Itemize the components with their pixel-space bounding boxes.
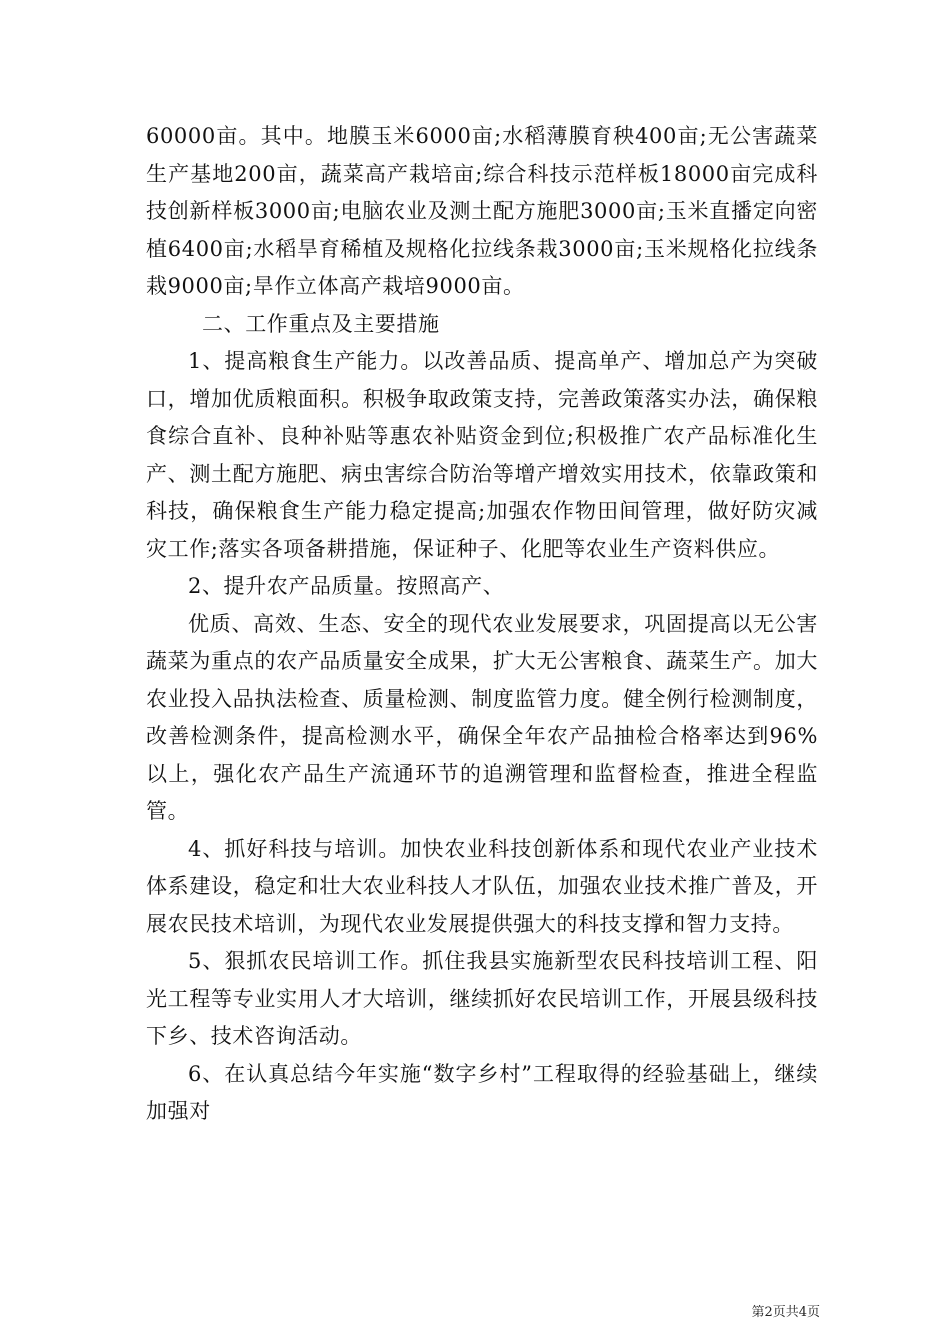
section-heading-key-work: 二、工作重点及主要措施 [202,311,440,336]
page-number-footer: 第2页共4页 [751,1305,820,1320]
document-body [146,118,818,1131]
paragraph-quality-detail: 优质、高效、生态、安全的现代农业发展要求，巩固提高以无公害蔬菜为重点的农产品质量安全成果，扩大无公害粮食、蔬菜生产。加大农业投入品执法检查、质量检测、制度监管力度。健全例行检测制度，改善检测条件，提高检测水平，确保全年农产品抽检合格率达到96%以上，强化农产品生产流通环节的追溯管理和监督检查，推进全程监管。 [146,611,818,823]
paragraph-digital-village: 6、在认真总结今年实施“数字乡村”工程取得的经验基础上，继续加强对 [146,1061,818,1123]
paragraph-tech-training: 4、抓好科技与培训。加快农业科技创新体系和现代农业产业技术体系建设，稳定和壮大农业科技人才队伍，加强农业技术推广普及，开展农民技术培训，为现代农业发展提供强大的科技支撑和智力支持。 [146,836,818,936]
paragraph-crop-area-summary: 60000亩。其中。地膜玉米6000亩;水稻薄膜育秧400亩;无公害蔬菜生产基地200亩，蔬菜高产栽培亩;综合科技示范样板18000亩完成科技创新样板3000亩;电脑农业及测土配方施肥3000亩;玉米直播定向密植6400亩;水稻旱育稀植及规格化拉线条栽3000亩;玉米规格化拉线条栽9000亩;旱作立体高产栽培9000亩。 [146,124,818,298]
paragraph-grain-capacity: 1、提高粮食生产能力。以改善品质、提高单产、增加总产为突破口，增加优质粮面积。积极争取政策支持，完善政策落实办法，确保粮食综合直补、良种补贴等惠农补贴资金到位;积极推广农产品标准化生产、测土配方施肥、病虫害综合防治等增产增效实用技术，依靠政策和科技，确保粮食生产能力稳定提高;加强农作物田间管理，做好防灾减灾工作;落实各项备耕措施，保证种子、化肥等农业生产资料供应。 [146,349,818,561]
paragraph-farmer-training: 5、狠抓农民培训工作。抓住我县实施新型农民科技培训工程、阳光工程等专业实用人才大培训，继续抓好农民培训工作，开展县级科技下乡、技术咨询活动。 [146,949,818,1048]
paragraph-quality-intro: 2、提升农产品质量。按照高产、 [188,574,505,598]
